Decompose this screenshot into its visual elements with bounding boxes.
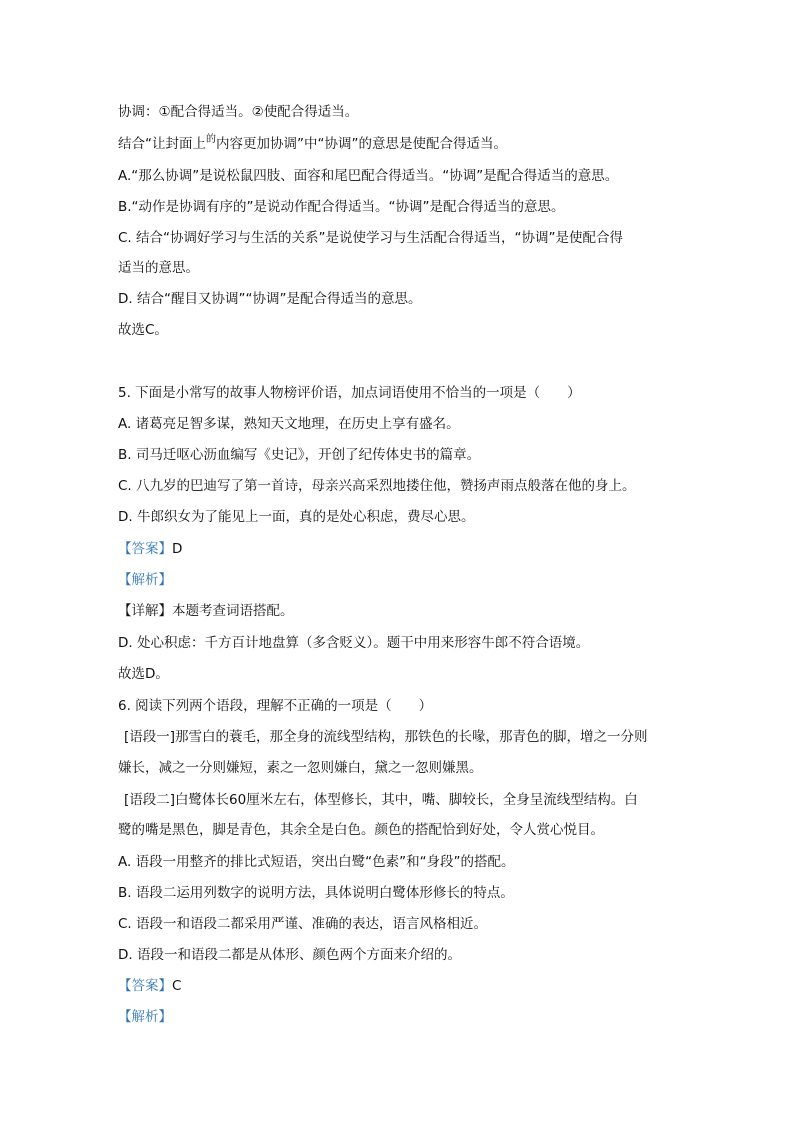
text-line-context	[118, 135, 507, 155]
section-label: 【解析】	[118, 1009, 172, 1025]
text-line-q4-d	[118, 290, 421, 308]
text-line-q5-detail	[118, 602, 294, 620]
text-content: 嫌长，减之一分则嫌短，素之一忽则嫌白，黛之一忽则嫌黑。	[118, 760, 483, 776]
text-line-q4-choice	[118, 321, 168, 339]
text-line-q4-a	[118, 167, 618, 185]
text-line-q5	[118, 384, 581, 402]
section-label: 【答案】	[118, 541, 172, 557]
text-content: D	[172, 541, 183, 557]
text-line-q5-b	[118, 446, 480, 464]
text-content: D. 牛郎织女为了能见上一面，真的是处心积虑，费尽心思。	[118, 509, 475, 525]
text-line-q5-choice	[118, 665, 169, 683]
text-line-q4-b	[118, 198, 565, 216]
text-content: C	[172, 978, 182, 994]
text-line-q4-c2	[118, 259, 199, 277]
text-line-q5-analysis	[118, 571, 172, 589]
text-line-q4-c1	[118, 229, 623, 247]
text-content: B.“动作是协调有序的”是说动作配合得适当。“协调”是配合得适当的意思。	[118, 199, 565, 215]
text-content: C. 八九岁的巴迪写了第一首诗，母亲兴高采烈地搂住他，赞扬声雨点般落在他的身上。	[118, 478, 636, 494]
text-line-q6-p1b	[118, 759, 483, 777]
section-label: 【解析】	[118, 572, 172, 588]
text-content: A. 诸葛亮足智多谋，熟知天文地理，在历史上享有盛名。	[118, 416, 460, 432]
text-line-q6-d	[118, 946, 461, 964]
text-content: [语段一]那雪白的蓑毛，那全身的流线型结构，那铁色的长喙，那青色的脚，增之一分则	[124, 729, 648, 745]
text-content: D. 处心积虑：千方百计地盘算（多含贬义）。题干中用来形容牛郎不符合语境。	[118, 635, 590, 651]
text-line-q6-p1a	[124, 728, 648, 746]
text-line-q6	[118, 697, 432, 715]
text-line-q6-analysis	[118, 1008, 172, 1026]
text-line-q6-b	[118, 884, 514, 902]
text-content: 故选D。	[118, 666, 169, 682]
text-line-q5-c	[118, 477, 636, 495]
text-content: 鹭的嘴是黑色，脚是青色，其余全是白色。颜色的搭配恰到好处，令人赏心悦目。	[118, 822, 604, 838]
section-label: 【答案】	[118, 978, 172, 994]
text-content: C. 结合“协调好学习与生活的关系”是说使学习与生活配合得适当，“协调”是使配合得	[118, 230, 623, 246]
text-content: B. 语段二运用列数字的说明方法，具体说明白鹭体形修长的特点。	[118, 885, 514, 901]
text-line-q6-answer	[118, 977, 181, 995]
text-content: B. 司马迁呕心沥血编写《史记》，开创了纪传体史书的篇章。	[118, 447, 481, 463]
text-content: D. 结合“醒目又协调”“协调”是配合得适当的意思。	[118, 291, 422, 307]
text-line-q5-explain	[118, 634, 589, 652]
text-line-q6-c	[118, 915, 487, 933]
text-content: D. 语段一和语段二都是从体形、颜色两个方面来介绍的。	[118, 947, 461, 963]
text-content: 适当的意思。	[118, 260, 199, 276]
text-content: [语段二]白鹭体长60厘米左右，体型修长，其中，嘴、脚较长，全身呈流线型结构。白	[124, 792, 638, 808]
text-segment: 结合“让封面上	[118, 136, 206, 152]
text-content: A. 语段一用整齐的排比式短语，突出白鹭“色素”和“身段”的搭配。	[118, 854, 515, 870]
text-line-q5-a	[118, 415, 460, 433]
text-line-q6-p2a	[124, 791, 638, 809]
text-content: A.“那么协调”是说松鼠四肢、面容和尾巴配合得适当。“协调”是配合得适当的意思。	[118, 168, 619, 184]
text-line-q6-p2b	[118, 821, 604, 839]
text-content: 6. 阅读下列两个语段，理解不正确的一项是（ ）	[118, 698, 433, 714]
text-line-q6-a	[118, 853, 515, 871]
text-content: C. 语段一和语段二都采用严谨、准确的表达，语言风格相近。	[118, 916, 488, 932]
text-segment: 内容更加协调”中“协调”的意思是使配合得适当。	[216, 136, 507, 152]
text-line-q5-d	[118, 508, 474, 526]
text-content: 5. 下面是小常写的故事人物榜评价语，加点词语使用不恰当的一项是（ ）	[118, 385, 581, 401]
text-content: 协调：①配合得适当。②使配合得适当。	[118, 104, 359, 120]
text-content: 故选C。	[118, 322, 168, 338]
text-content: 【详解】本题考查词语搭配。	[118, 603, 294, 619]
text-segment: 的	[206, 134, 216, 145]
text-line-def	[118, 103, 358, 121]
text-line-q5-answer	[118, 540, 182, 558]
